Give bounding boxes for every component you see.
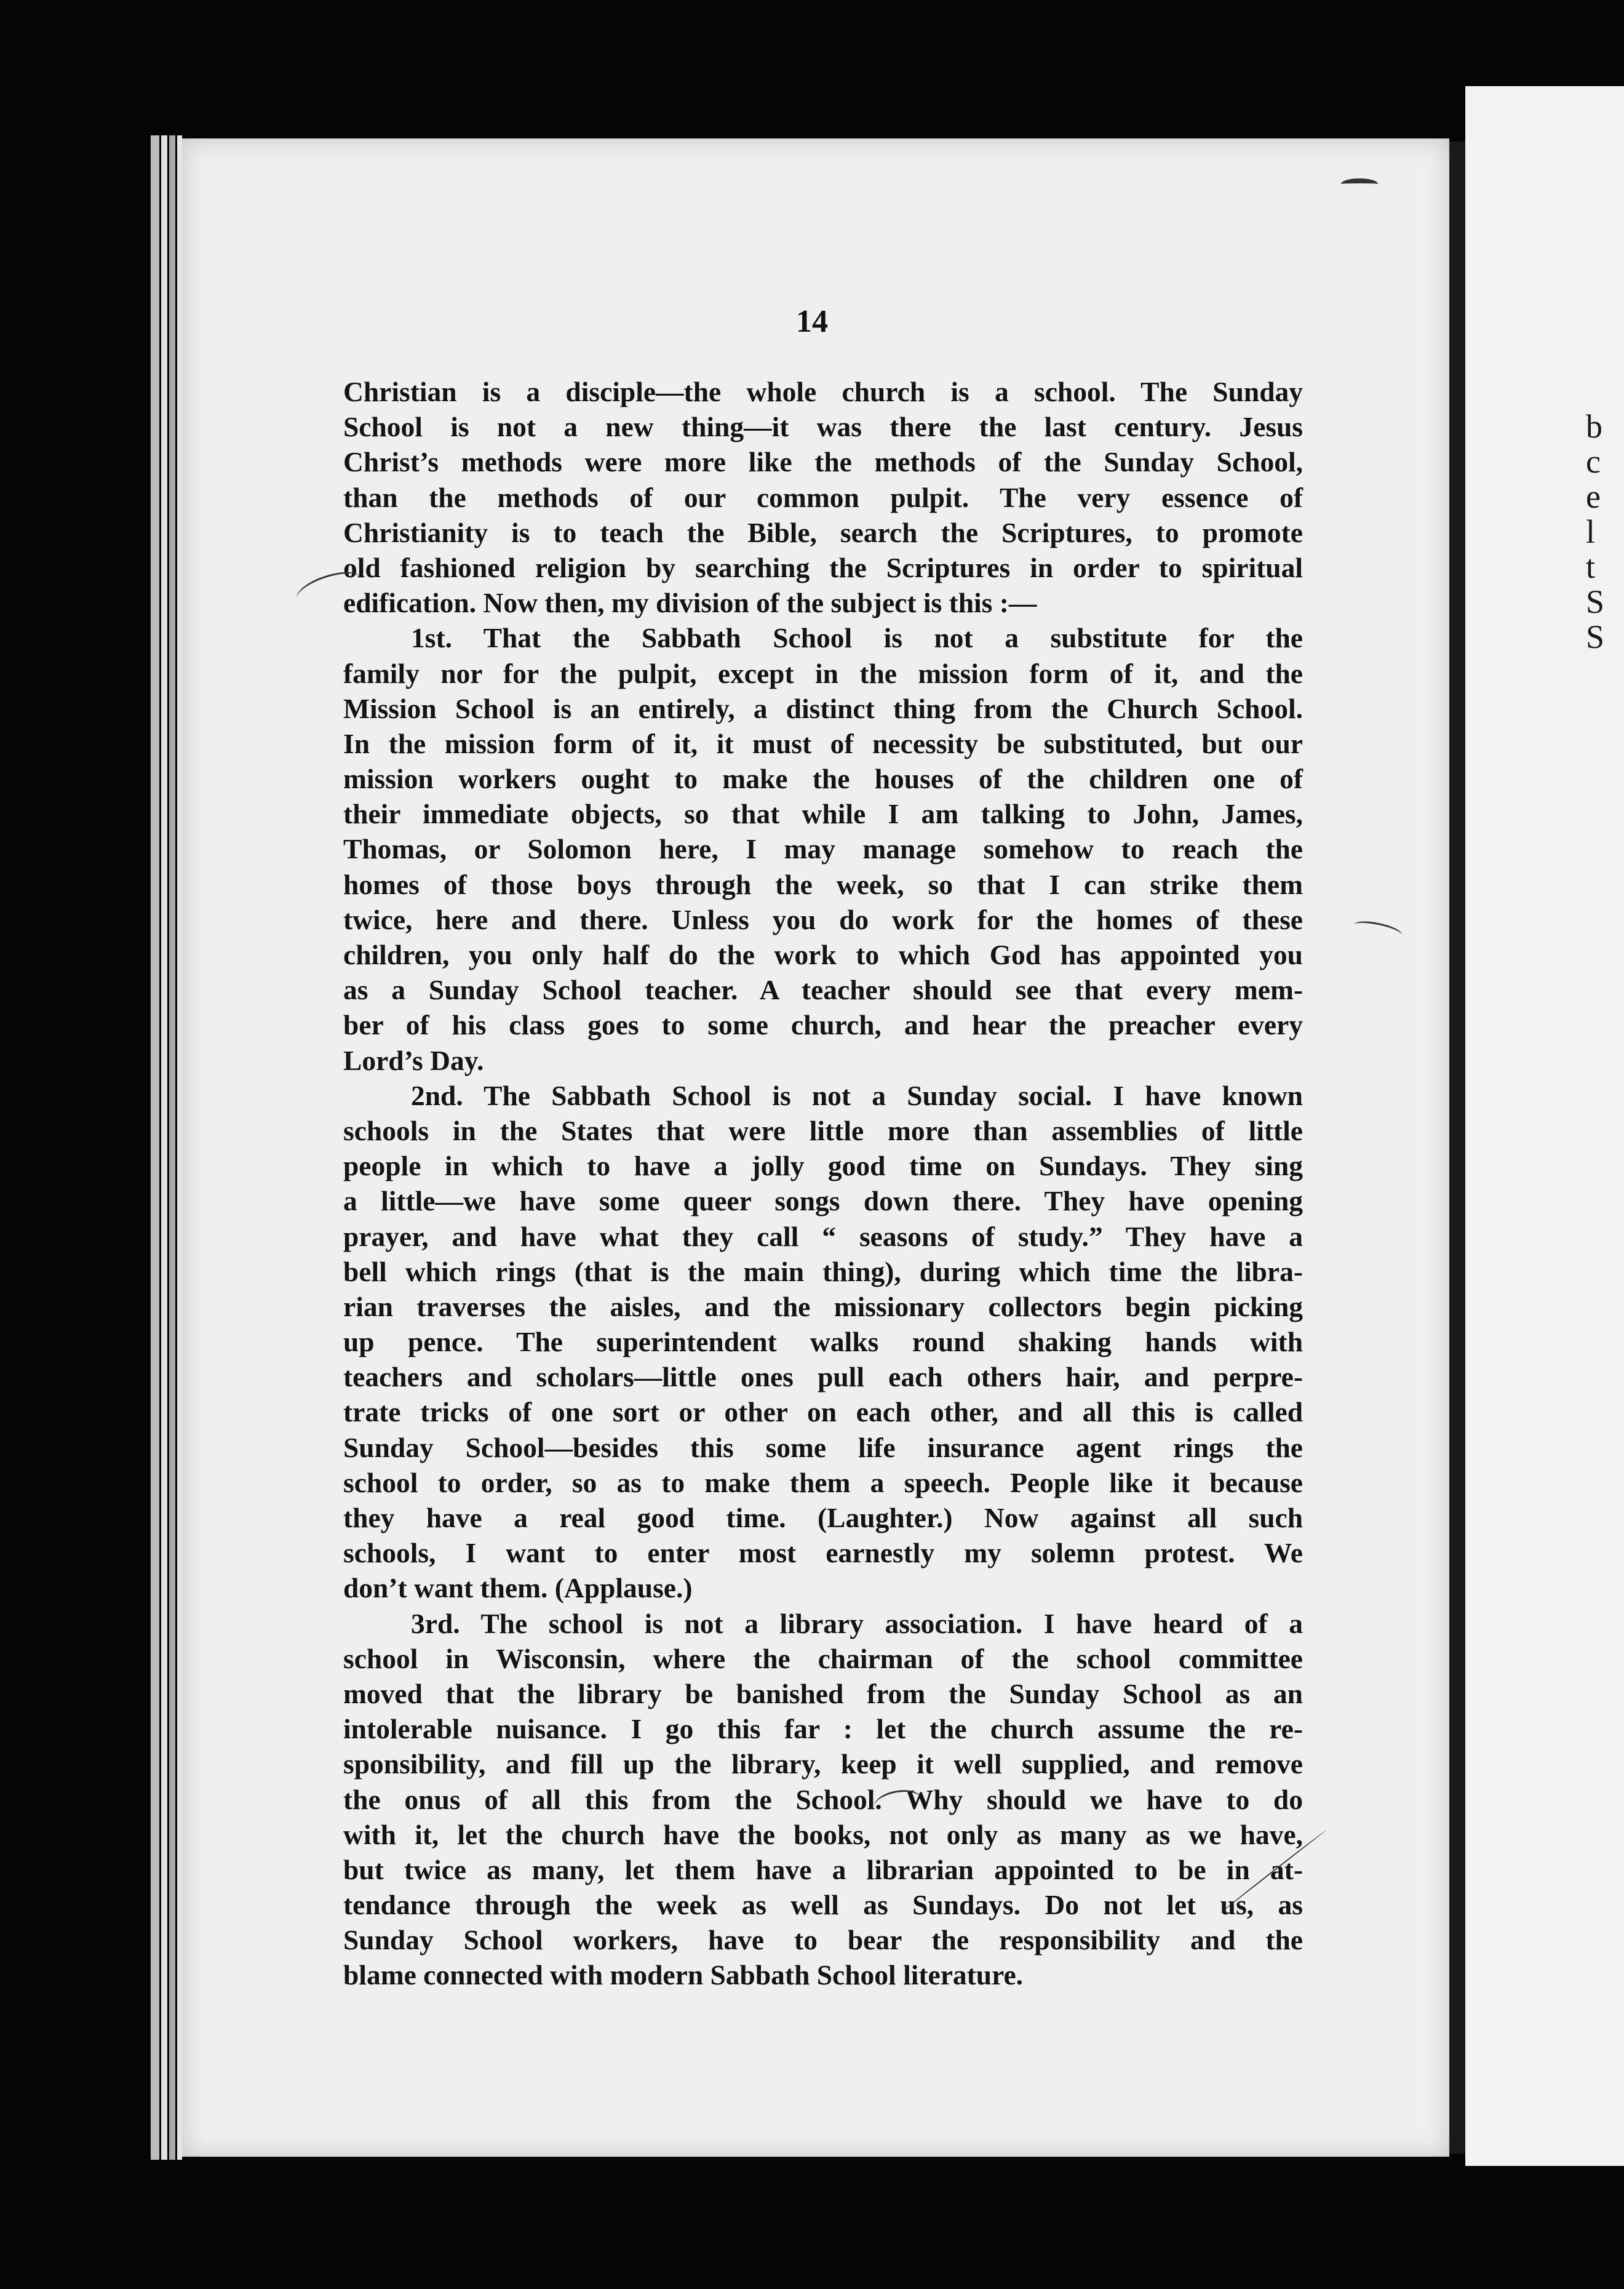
text-line: school to order, so as to make them a speech. People like it because (343, 1466, 1303, 1498)
facing-page-text (1586, 409, 1623, 655)
text-line: Mission School is an entirely, a distinct thing from the Church School. (343, 692, 1303, 724)
text-line: up pence. The superintendent walks round shaking hands with (343, 1326, 1303, 1358)
text-line: Christianity is to teach the Bible, search the Scriptures, to promote (343, 516, 1303, 548)
text-line: as a Sunday School teacher. A teacher should see that every mem- (343, 974, 1303, 1006)
text-line: moved that the library be banished from the Sunday School as an (343, 1677, 1303, 1709)
facing-page-letter: S (1586, 583, 1605, 620)
page-stack-edge (151, 135, 159, 2160)
text-line: Christian is a disciple—the whole church is a school. The Sunday (343, 376, 1303, 407)
text-line: Sunday School workers, have to bear the responsibility and the (343, 1924, 1303, 1956)
text-line: don’t want them. (Applause.) (343, 1572, 693, 1604)
text-line: mission workers ought to make the houses of the children one of (343, 763, 1303, 795)
text-line: homes of those boys through the week, so that I can strike them (343, 868, 1303, 900)
book-gutter (1449, 142, 1465, 2154)
text-line: but twice as many, let them have a librarian appointed to be in at- (343, 1853, 1303, 1885)
facing-page-letter: c (1586, 443, 1601, 480)
text-line: 3rd. The school is not a library association. I have heard of a (411, 1607, 1303, 1639)
body-text (343, 374, 1303, 1993)
text-line: 1st. That the Sabbath School is not a substitute for the (411, 622, 1303, 654)
text-line: teachers and scholars—little ones pull each others hair, and perpre- (343, 1361, 1303, 1393)
page-stack-edge (177, 135, 182, 2160)
text-line: schools, I want to enter most earnestly my solemn protest. We (343, 1537, 1303, 1569)
text-line: Sunday School—besides this some life insurance agent rings the (343, 1431, 1303, 1463)
facing-page-letter: S (1586, 618, 1605, 655)
text-line: family nor for the pulpit, except in the mission form of it, and the (343, 657, 1303, 689)
text-line: a little—we have some queer songs down there. They have opening (343, 1185, 1303, 1217)
text-line: the onus of all this from the School. Why should we have to do (343, 1783, 1303, 1815)
text-line: schools in the States that were little more than assemblies of little (343, 1114, 1303, 1146)
text-line: 2nd. The Sabbath School is not a Sunday social. I have known (411, 1079, 1303, 1111)
text-line: Thomas, or Solomon here, I may manage somehow to reach the (343, 833, 1303, 865)
text-line: blame connected with modern Sabbath School literature. (343, 1959, 1024, 1991)
pencil-mark (1341, 178, 1378, 190)
text-line: Lord’s Day. (343, 1044, 484, 1076)
page-number: 14 (796, 304, 828, 339)
text-line: rian traverses the aisles, and the missionary collectors begin picking (343, 1290, 1303, 1322)
text-line: old fashioned religion by searching the Scriptures in order to spiritual (343, 551, 1303, 583)
text-line: than the methods of our common pulpit. The very essence of (343, 481, 1303, 513)
text-line: intolerable nuisance. I go this far : let the church assume the re- (343, 1713, 1303, 1745)
facing-page (1465, 86, 1624, 2166)
text-line: people in which to have a jolly good time on Sundays. They sing (343, 1150, 1303, 1182)
text-line: their immediate objects, so that while I am talking to John, James, (343, 798, 1303, 830)
text-line: with it, let the church have the books, not only as many as we have, (343, 1818, 1303, 1850)
text-line: School is not a new thing—it was there the last century. Jesus (343, 411, 1303, 443)
text-line: children, you only half do the work to which God has appointed you (343, 939, 1303, 970)
page-stack-edge (169, 135, 175, 2160)
text-line: twice, here and there. Unless you do work for the homes of these (343, 903, 1303, 935)
page-stack-edge (161, 135, 167, 2160)
text-line: trate tricks of one sort or other on each other, and all this is called (343, 1396, 1303, 1428)
facing-page-letter: t (1586, 548, 1596, 585)
text-line: school in Wisconsin, where the chairman of the school committee (343, 1642, 1303, 1674)
facing-page-letter: b (1586, 408, 1602, 445)
text-line: edification. Now then, my division of the subject is this :— (343, 587, 1037, 619)
text-line: Christ’s methods were more like the methods of the Sunday School, (343, 446, 1303, 478)
text-line: they have a real good time. (Laughter.) Now against all such (343, 1502, 1303, 1533)
text-line: sponsibility, and fill up the library, keep it well supplied, and remove (343, 1748, 1303, 1780)
facing-page-letter: e (1586, 478, 1601, 515)
text-line: In the mission form of it, it must of necessity be substituted, but our (343, 727, 1303, 759)
text-line: ber of his class goes to some church, and hear the preacher every (343, 1009, 1303, 1041)
text-line: tendance through the week as well as Sundays. Do not let us, as (343, 1889, 1303, 1921)
facing-page-letter: l (1586, 513, 1596, 550)
text-line: prayer, and have what they call “ seasons of study.” They have a (343, 1220, 1303, 1252)
text-line: bell which rings (that is the main thing), during which time the libra- (343, 1255, 1303, 1287)
